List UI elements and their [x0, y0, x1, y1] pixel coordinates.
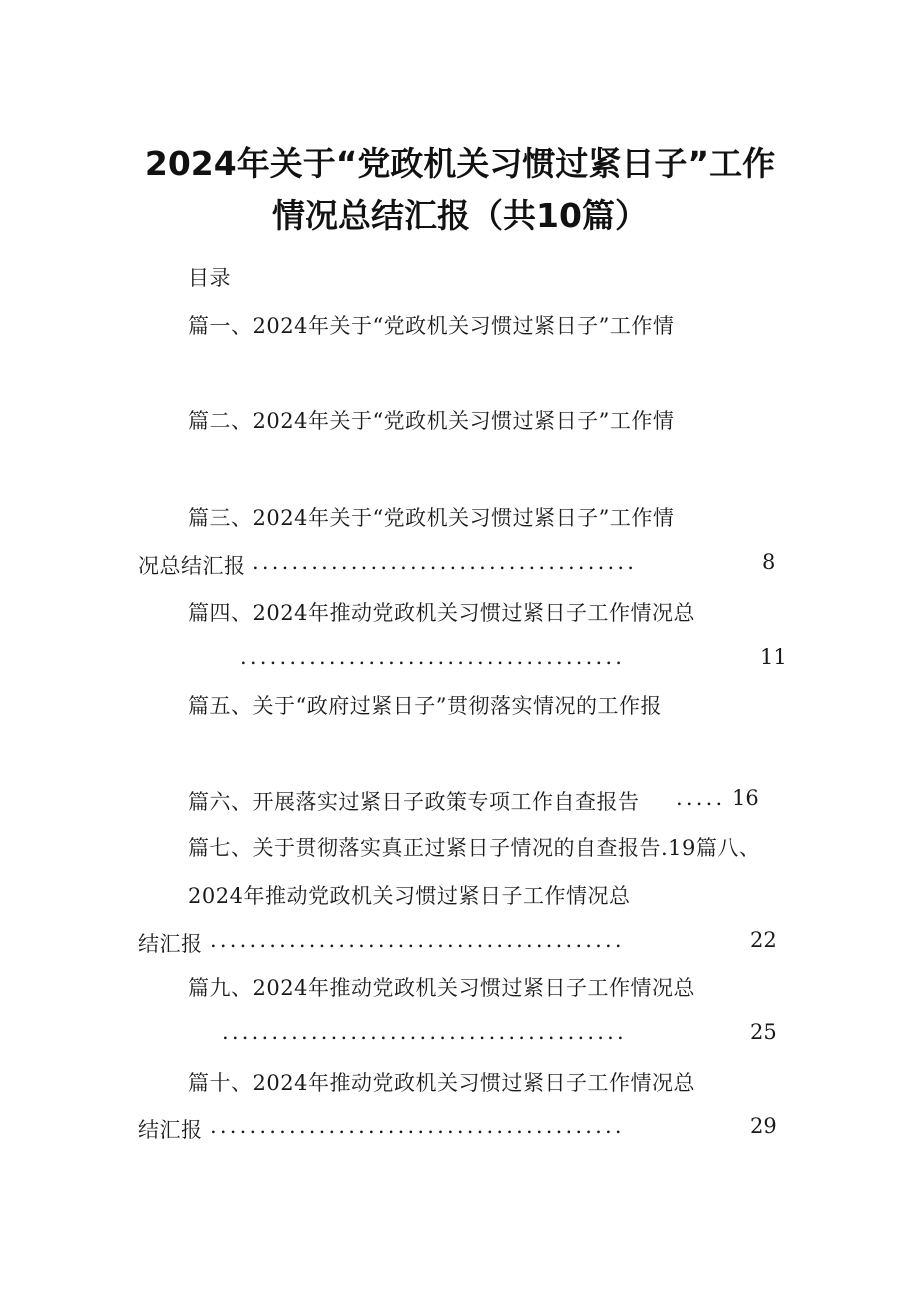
toc-page-number-9: 25 — [750, 1020, 777, 1044]
toc-entry-8-continued[interactable]: 结汇报 — [138, 932, 203, 956]
toc-entry-4[interactable]: 篇四、2024年推动党政机关习惯过紧日子工作情况总 — [188, 601, 695, 625]
toc-page-number-6: 16 — [732, 786, 759, 810]
toc-entry-10-continued[interactable]: 结汇报 — [138, 1118, 203, 1142]
toc-heading: 目录 — [188, 266, 231, 290]
toc-leader-dots: ..... — [676, 786, 726, 810]
toc-entry-9[interactable]: 篇九、2024年推动党政机关习惯过紧日子工作情况总 — [188, 976, 695, 1000]
toc-entry-7[interactable]: 篇七、关于贯彻落实真正过紧日子情况的自查报告.19篇八、 — [188, 836, 761, 860]
toc-page-number-4: 11 — [760, 645, 787, 669]
toc-leader-dots: ....................................... — [252, 550, 638, 574]
toc-leader-dots: .......................................... — [210, 1114, 625, 1138]
toc-leader-dots: ......................................... — [222, 1020, 627, 1044]
toc-page-number-10: 29 — [750, 1114, 777, 1138]
toc-entry-6[interactable]: 篇六、开展落实过紧日子政策专项工作自查报告 — [188, 790, 640, 814]
toc-leader-dots: ....................................... — [240, 645, 626, 669]
toc-leader-dots: .......................................... — [210, 928, 625, 952]
document-title-line-1: 2024年关于“党政机关习惯过紧日子”工作 — [144, 144, 776, 183]
toc-entry-3[interactable]: 篇三、2024年关于“党政机关习惯过紧日子”工作情 — [188, 506, 675, 530]
toc-page-number-8: 22 — [750, 928, 777, 952]
toc-entry-10[interactable]: 篇十、2024年推动党政机关习惯过紧日子工作情况总 — [188, 1071, 695, 1095]
toc-entry-8[interactable]: 2024年推动党政机关习惯过紧日子工作情况总 — [188, 884, 631, 908]
toc-page-number-3: 8 — [762, 550, 776, 574]
toc-entry-5[interactable]: 篇五、关于“政府过紧日子”贯彻落实情况的工作报 — [188, 694, 662, 718]
toc-entry-1[interactable]: 篇一、2024年关于“党政机关习惯过紧日子”工作情 — [188, 314, 675, 338]
document-title-line-2: 情况总结汇报（共10篇） — [272, 196, 648, 235]
toc-entry-2[interactable]: 篇二、2024年关于“党政机关习惯过紧日子”工作情 — [188, 409, 675, 433]
toc-entry-3-continued[interactable]: 况总结汇报 — [138, 554, 246, 578]
